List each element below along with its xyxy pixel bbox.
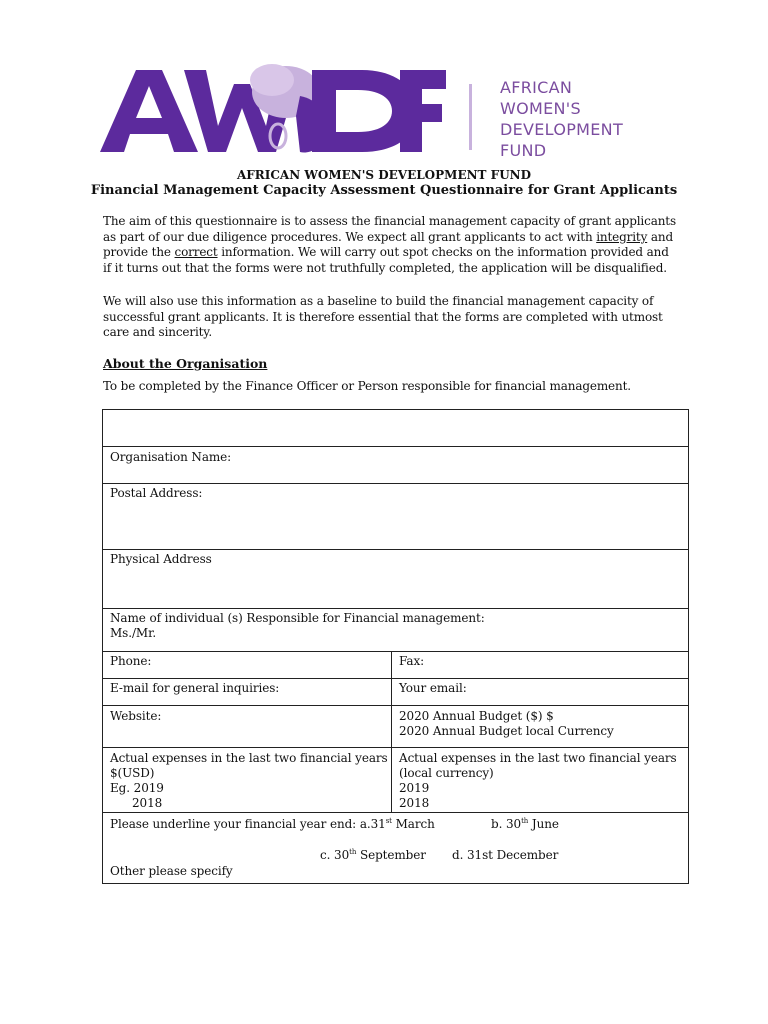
- logo-line-3: DEVELOPMENT: [500, 120, 624, 139]
- financial-year-row[interactable]: [102, 812, 689, 884]
- expenses-local-year-2: 2018: [399, 796, 430, 810]
- budget-cell[interactable]: [392, 706, 688, 747]
- expenses-usd-label: Actual expenses in the last two financial years: [110, 751, 388, 765]
- intro-line: care and sincerity.: [103, 325, 212, 340]
- fy-option-b[interactable]: b. 30th June: [491, 817, 559, 831]
- phone-label: Phone:: [110, 654, 152, 668]
- your-email-cell[interactable]: [392, 679, 688, 705]
- fax-label: Fax:: [399, 654, 425, 668]
- expenses-local-unit: (local currency): [399, 766, 494, 780]
- expenses-row: [102, 747, 689, 813]
- expenses-local-year-1: 2019: [399, 781, 430, 795]
- expenses-local-label: Actual expenses in the last two financial years: [399, 751, 677, 765]
- org-name-label: Organisation Name:: [110, 450, 232, 464]
- responsible-person-label: Name of individual (s) Responsible for Financial management:: [110, 611, 485, 625]
- postal-address-label: Postal Address:: [110, 486, 203, 500]
- expenses-usd-year-2: 2018: [132, 796, 163, 810]
- section-heading: About the Organisation: [103, 356, 268, 371]
- intro-line: We will also use this information as a baseline to build the financial management capacity of: [103, 294, 654, 308]
- general-email-cell[interactable]: [103, 679, 392, 705]
- expenses-usd-year-1: Eg. 2019: [110, 781, 164, 795]
- intro-line: if it turns out that the forms were not truthfully completed, the application will be disqualified.: [103, 261, 667, 276]
- fy-option-a[interactable]: a.31st March: [359, 817, 435, 831]
- section-instruction: To be completed by the Finance Officer or Person responsible for financial management.: [103, 379, 631, 393]
- logo-line-1: AFRICAN: [500, 78, 573, 97]
- fy-other-label[interactable]: Other please specify: [110, 864, 233, 878]
- intro-paragraph-2: [103, 294, 686, 341]
- website-label: Website:: [110, 709, 162, 723]
- your-email-label: Your email:: [399, 681, 467, 695]
- website-cell[interactable]: [103, 706, 392, 747]
- blank-header-row[interactable]: [102, 409, 689, 447]
- expenses-usd-cell[interactable]: [103, 748, 392, 812]
- logo-text: [500, 77, 645, 161]
- responsible-person-row[interactable]: [102, 608, 689, 652]
- expenses-local-cell[interactable]: [392, 748, 688, 812]
- phone-cell[interactable]: [103, 652, 392, 678]
- budget-usd-label: 2020 Annual Budget ($) $: [399, 709, 554, 723]
- responsible-person-title: Ms./Mr.: [110, 626, 157, 640]
- logo-line-4: FUND: [500, 141, 547, 160]
- fax-cell[interactable]: [392, 652, 688, 678]
- underlined-correct: correct: [174, 245, 218, 260]
- budget-local-label: 2020 Annual Budget local Currency: [399, 724, 614, 738]
- intro-line: successful grant applicants. It is therefore essential that the forms are completed with utmost: [103, 309, 663, 324]
- awdf-wordmark-icon: [100, 56, 500, 162]
- intro-line: as part of our due diligence procedures. We expect all grant applicants to act with integrity and: [103, 229, 673, 244]
- phone-fax-row: [102, 651, 689, 679]
- organisation-title: AFRICAN WOMEN'S DEVELOPMENT FUND: [236, 168, 532, 182]
- physical-address-row[interactable]: [102, 549, 689, 609]
- intro-paragraph-1: [103, 214, 686, 277]
- physical-address-label: Physical Address: [110, 552, 212, 566]
- logo-line-2: WOMEN'S: [500, 99, 581, 118]
- org-name-row[interactable]: [102, 446, 689, 484]
- fy-option-d[interactable]: d. 31st December: [452, 848, 559, 862]
- awdf-logo: [100, 56, 645, 162]
- fy-option-c[interactable]: c. 30th September: [320, 848, 426, 862]
- intro-line: provide the correct information. We will carry out spot checks on the information provided and: [103, 245, 669, 260]
- expenses-usd-unit: $(USD): [110, 766, 155, 780]
- intro-line: The aim of this questionnaire is to assess the financial management capacity of grant applicants: [103, 214, 676, 228]
- document-title: Financial Management Capacity Assessment Questionnaire for Grant Applicants: [90, 183, 678, 198]
- general-email-label: E-mail for general inquiries:: [110, 681, 280, 695]
- postal-address-row[interactable]: [102, 483, 689, 550]
- website-budget-row: [102, 705, 689, 748]
- underlined-integrity: integrity: [596, 229, 648, 244]
- financial-year-prompt: Please underline your financial year end: a.31st March: [110, 817, 435, 831]
- email-row: [102, 678, 689, 706]
